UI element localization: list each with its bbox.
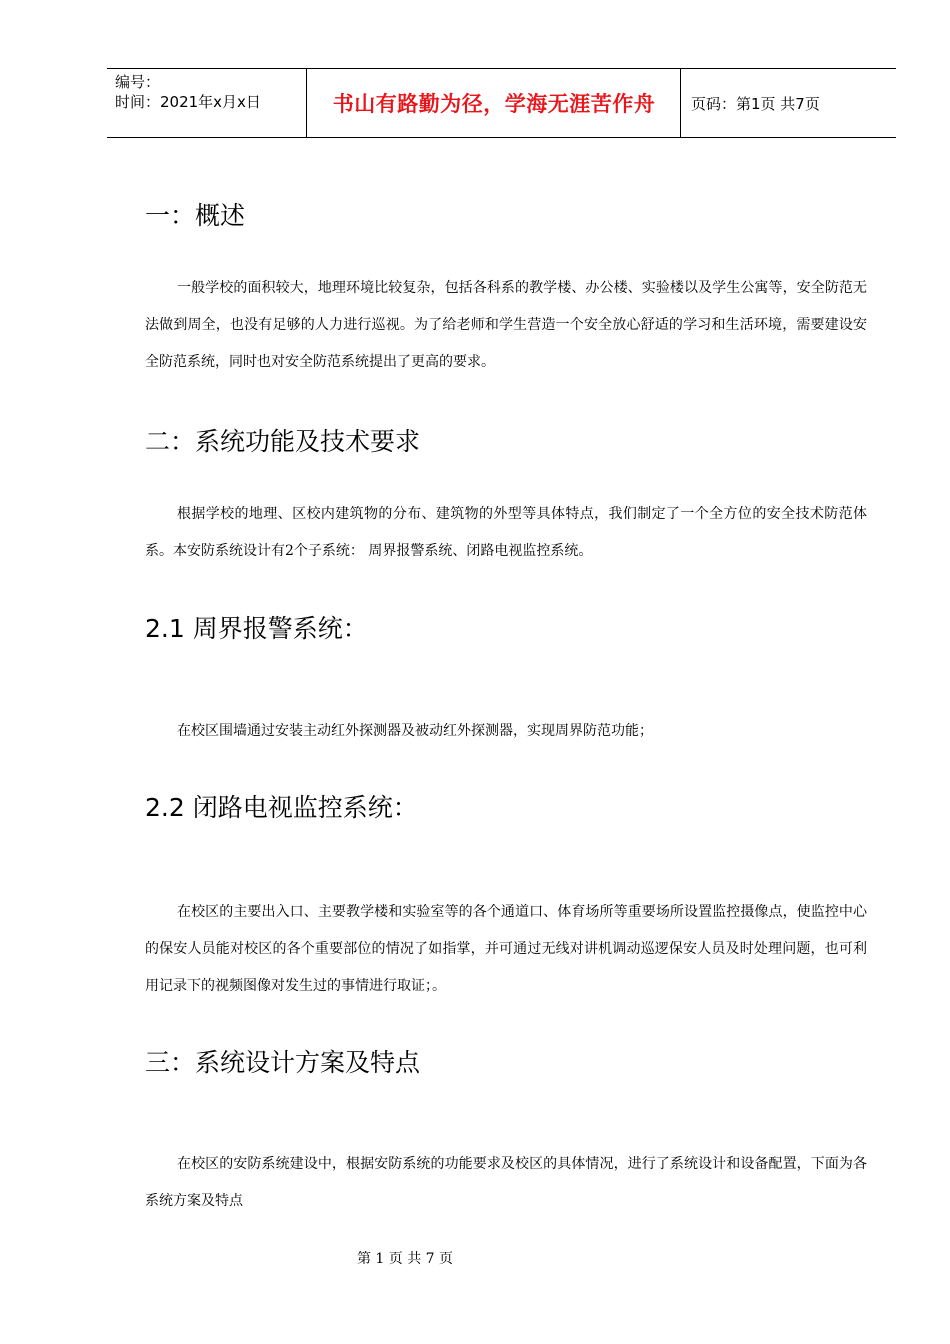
section-2-1-title: 2.1 周界报警系统： xyxy=(145,614,368,643)
section-1-title: 一：概述 xyxy=(145,201,246,230)
section-2-2-title: 2.2 闭路电视监控系统： xyxy=(145,793,418,822)
page-footer xyxy=(0,1248,950,1268)
section-3-paragraph: 在校区的安防系统建设中，根据安防系统的功能要求及校区的具体情况，进行了系统设计和设备配置，下面为各系统方案及特点 xyxy=(145,1156,867,1209)
number-label: 编号： xyxy=(115,73,161,91)
time-label: 时间：2021年x月x日 xyxy=(115,93,261,111)
section-2-title: 二：系统功能及技术要求 xyxy=(145,427,421,456)
section-2-paragraph: 根据学校的地理、区校内建筑物的分布、建筑物的外型等具体特点，我们制定了一个全方位的安全技术防范体系。本安防系统设计有2个子系统： 周界报警系统、闭路电视监控系统。 xyxy=(145,506,867,559)
header-meta xyxy=(107,69,307,137)
section-1-paragraph: 一般学校的面积较大，地理环境比较复杂，包括各科系的教学楼、办公楼、实验楼以及学生公寓等，安全防范无法做到周全，也没有足够的人力进行巡视。为了给老师和学生营造一个安全放心舒适的学习和生活环境，需要建设安全防范系统，同时也对安全防范系统提出了更高的要求。 xyxy=(145,280,867,370)
footer-page-number: 第 1 页 共 7 页 xyxy=(356,1251,454,1267)
header-page-cell xyxy=(681,69,896,137)
motto: 书山有路勤为径，学海无涯苦作舟 xyxy=(332,92,656,116)
section-2-2-paragraph: 在校区的主要出入口、主要教学楼和实验室等的各个通道口、体育场所等重要场所设置监控摄像点，使监控中心的保安人员能对校区的各个重要部位的情况了如指掌，并可通过无线对讲机调动巡逻保安人员及时处理问题，也可利用记录下的视频图像对发生过的事情进行取证；。 xyxy=(145,904,867,994)
section-3-title: 三：系统设计方案及特点 xyxy=(145,1048,421,1077)
section-2-1-paragraph: 在校区围墙通过安装主动红外探测器及被动红外探测器，实现周界防范功能； xyxy=(177,723,653,739)
page-header xyxy=(107,68,896,138)
page-label: 页码：第1页 共7页 xyxy=(691,94,820,113)
header-motto-cell xyxy=(308,69,681,137)
